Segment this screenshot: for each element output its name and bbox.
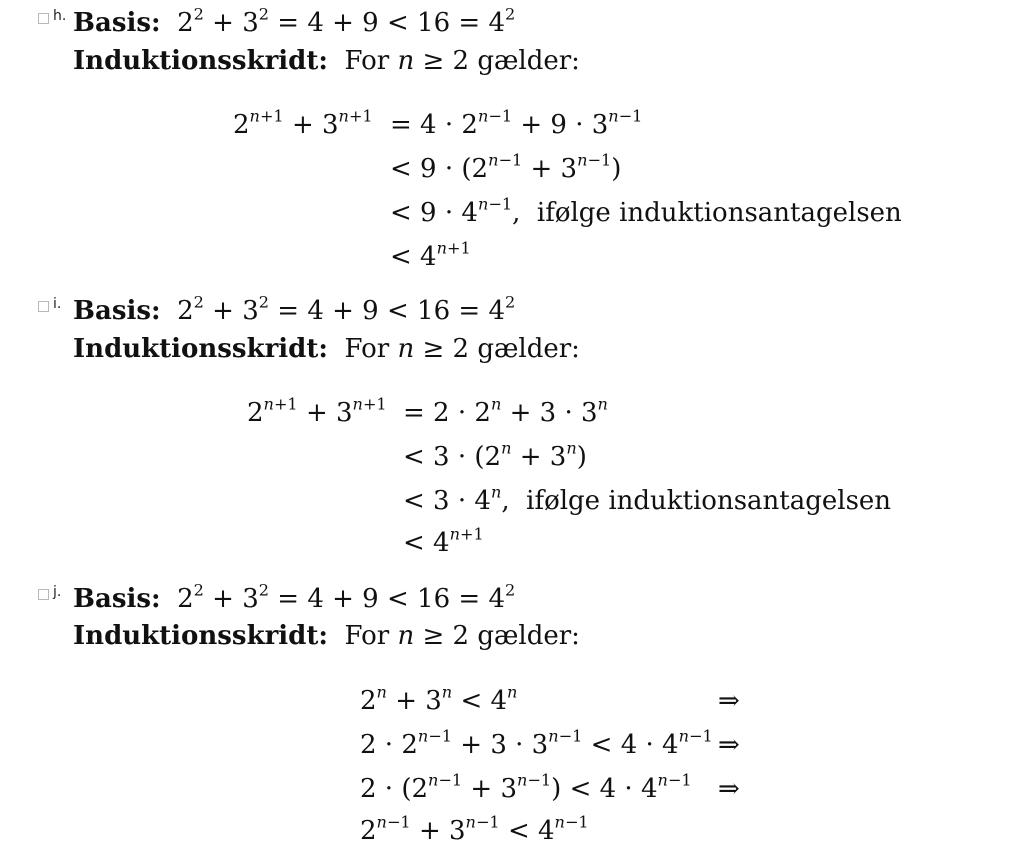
option-j-basis: Basis: $2^2 + 3^2 = 4 + 9 < 16 = 4^2$ bbox=[73, 580, 516, 614]
basis-label: Basis: bbox=[73, 296, 161, 326]
basis-label: Basis: bbox=[73, 8, 161, 38]
gaelder-word: gælder: bbox=[477, 334, 580, 364]
option-i-checkbox[interactable] bbox=[38, 301, 49, 312]
basis-label: Basis: bbox=[73, 584, 161, 614]
for-word: For bbox=[344, 621, 390, 651]
option-h-checkbox[interactable] bbox=[38, 13, 49, 24]
option-i-step: Induktionsskridt: For n ≥ 2 gælder: bbox=[73, 334, 580, 364]
option-i-basis: Basis: $2^2 + 3^2 = 4 + 9 < 16 = 4^2$ bbox=[73, 292, 516, 326]
option-j-checkbox[interactable] bbox=[38, 589, 49, 600]
justification: ifølge induktionsantagelsen bbox=[536, 198, 902, 228]
step-label: Induktionsskridt: bbox=[73, 334, 328, 364]
gaelder-word: gælder: bbox=[477, 621, 580, 651]
for-word: For bbox=[344, 46, 390, 76]
step-label: Induktionsskridt: bbox=[73, 46, 328, 76]
gaelder-word: gælder: bbox=[477, 46, 580, 76]
for-word: For bbox=[344, 334, 390, 364]
option-i-label: i. bbox=[53, 296, 62, 312]
option-j-label: j. bbox=[53, 584, 62, 600]
option-h-basis: Basis: $2^2 + 3^2 = 4 + 9 < 16 = 4^2$ bbox=[73, 4, 516, 38]
justification: ifølge induktionsantagelsen bbox=[526, 486, 892, 516]
option-h-label: h. bbox=[53, 8, 67, 24]
option-h-step: Induktionsskridt: For n ≥ 2 gælder: bbox=[73, 46, 580, 76]
step-label: Induktionsskridt: bbox=[73, 621, 328, 651]
option-j-step: Induktionsskridt: For n ≥ 2 gælder: bbox=[73, 621, 580, 651]
